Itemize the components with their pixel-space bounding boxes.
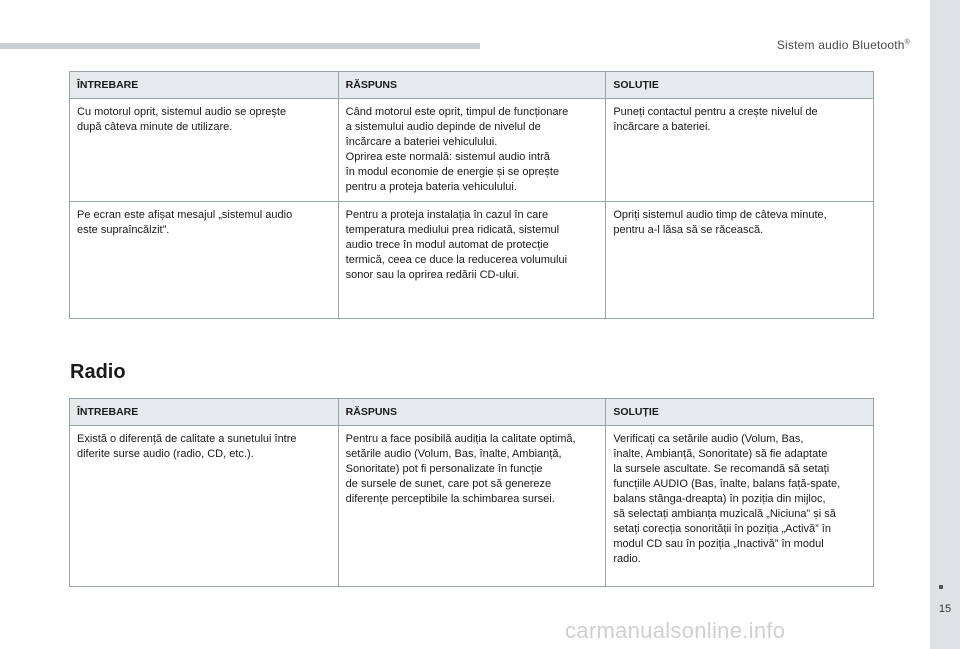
question-cell: Există o diferență de calitate a sunetului între diferite surse audio (radio, CD, etc.). [70,426,339,587]
table-row [70,202,874,319]
column-header-answer: RĂSPUNS [338,399,606,426]
column-header-question: ÎNTREBARE [70,399,339,426]
column-header-solution: SOLUȚIE [606,72,874,99]
answer-cell: Pentru a face posibilă audiția la calitate optimă, setările audio (Volum, Bas, înalte, Ambianță, Sonoritate) pot fi personalizate în funcție de sursele de sunet, care pot să genereze diferențe perceptibile la schimbarea sursei. [338,426,606,587]
solution-cell: Puneți contactul pentru a crește nivelul de încărcare a bateriei. [606,99,874,202]
table-row [70,426,874,587]
question-cell: Cu motorul oprit, sistemul audio se oprește după câteva minute de utilizare. [70,99,339,202]
radio-faq-table [69,398,874,587]
answer-cell: Pentru a proteja instalația în cazul în care temperatura mediului prea ridicată, sistemul audio trece în modul automat de protecție termică, ceea ce duce la reducerea volumului sonor sau la oprirea redării CD-ului. [338,202,606,319]
table-header-row [70,72,874,99]
page-marker [939,585,943,589]
radio-heading: Radio [70,361,126,383]
general-faq-table [69,71,874,319]
column-header-solution: SOLUȚIE [606,399,874,426]
watermark: carmanualsonline.info [565,618,786,643]
column-header-answer: RĂSPUNS [338,72,606,99]
answer-cell: Când motorul este oprit, timpul de funcționare a sistemului audio depinde de nivelul de încărcare a bateriei vehiculului. Oprirea este normală: sistemul audio intră în modul economie de energie și se oprește pentru a proteja bateria vehiculului. [338,99,606,202]
table-row [70,99,874,202]
section-title: Sistem audio Bluetooth® [776,38,910,52]
registered-mark: ® [904,39,910,46]
solution-cell: Verificați ca setările audio (Volum, Bas, înalte, Ambianță, Sonoritate) să fie adaptate la sursele ascultate. Se recomandă să setați funcțiile AUDIO (Bas, înalte, balans față-spate, balans stânga-dreapta) în poziția din mijloc, să selectați ambianța muzicală „Niciuna” și să setați corecția sonorității în poziția „Activă” în modul CD sau în poziția „Inactivă” în modul radio. [606,426,874,587]
header-rule [0,43,480,49]
table-header-row [70,399,874,426]
column-header-question: ÎNTREBARE [70,72,339,99]
solution-cell: Opriți sistemul audio timp de câteva minute, pentru a-l lăsa să se răcească. [606,202,874,319]
side-band [930,0,960,649]
question-cell: Pe ecran este afișat mesajul „sistemul audio este supraîncălzit”. [70,202,339,319]
page-number: 15 [938,603,952,615]
